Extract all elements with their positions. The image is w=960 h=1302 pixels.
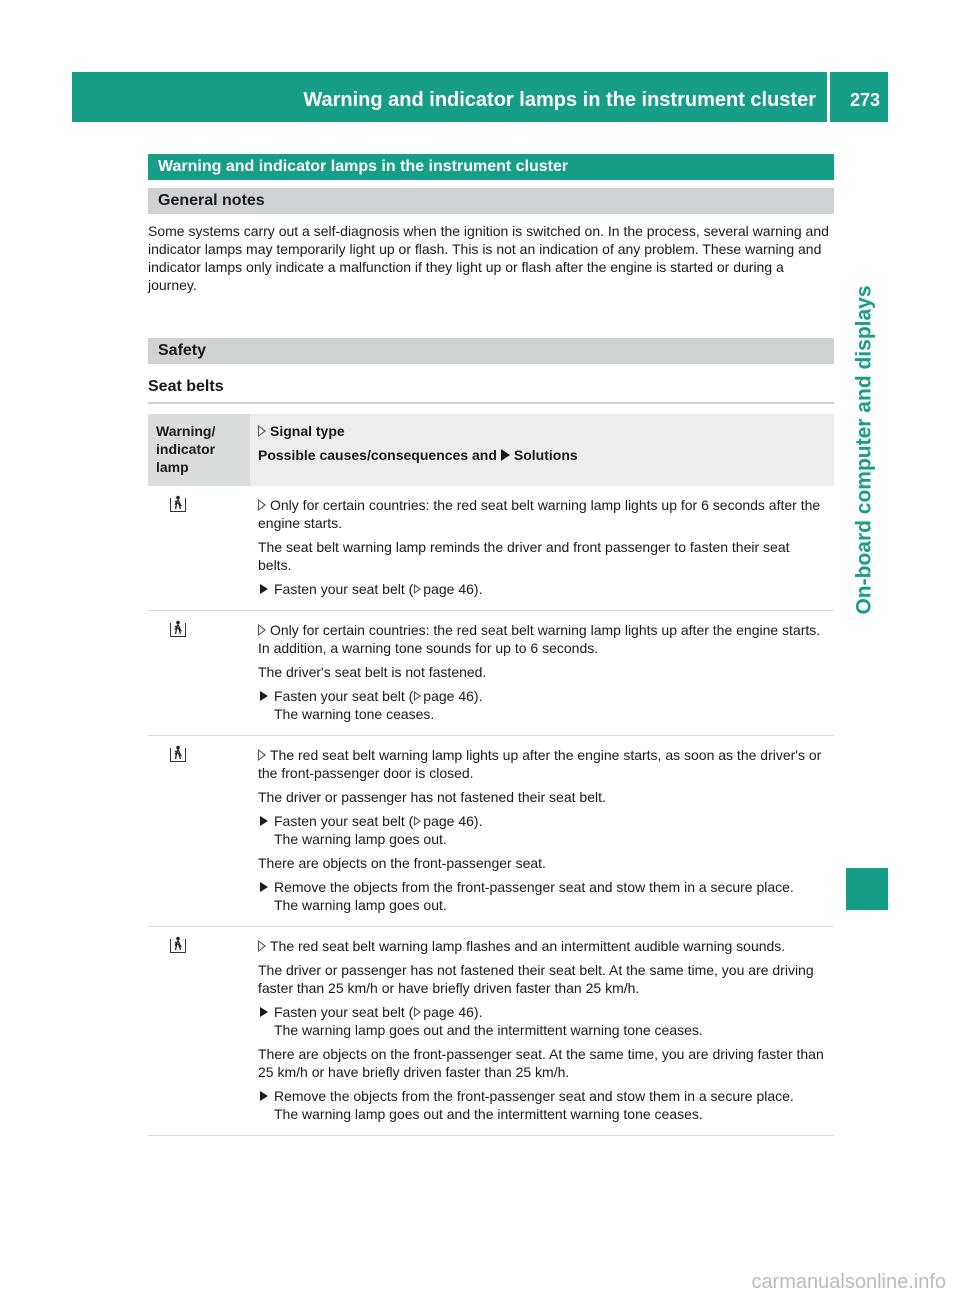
general-notes-text: Some systems carry out a self-diagnosis when the ignition is switched on. In the process, several warning and indicator lamps may temporarily light up or flash. This is not an indication of any problem. These warning and indicator lamps only indicate a malfunction if they light up or flash after the engine is started or during a journey. (148, 223, 829, 293)
signal-type-icon (258, 940, 266, 952)
side-tab (845, 220, 885, 680)
solution-arrow-icon (501, 449, 510, 461)
signal-text: The red seat belt warning lamp lights up after the engine starts, as soon as the driver's or the front-passenger door is closed. (258, 747, 822, 781)
action-text: Fasten your seat belt ( (274, 1004, 414, 1020)
signal-type-label: Signal type (270, 423, 345, 439)
page-ref-link[interactable]: page 46). (423, 688, 483, 704)
causes-label: Possible causes/consequences and (258, 447, 497, 463)
result-text: The warning tone ceases. (274, 706, 435, 722)
cause-text: The driver or passenger has not fastened their seat belt. (258, 789, 606, 805)
seat-belt-icon (170, 939, 186, 953)
table-row (148, 736, 834, 927)
action-item (258, 1003, 826, 1039)
result-text: The warning lamp goes out. (274, 831, 447, 847)
action-text: Fasten your seat belt ( (274, 813, 414, 829)
lamp-cell (148, 736, 250, 927)
page-ref-icon (414, 816, 421, 826)
result-text-2: The warning lamp goes out. (274, 897, 447, 913)
description-cell (250, 611, 834, 736)
table-header-row (148, 414, 834, 486)
description-cell (250, 927, 834, 1136)
cause-text-2: There are objects on the front-passenger seat. (258, 855, 546, 871)
signal-text: Only for certain countries: the red seat belt warning lamp lights up after the engine starts. In addition, a warning tone sounds for up to 6 seconds. (258, 622, 821, 656)
table-row (148, 486, 834, 611)
solutions-label: Solutions (513, 447, 578, 463)
column-header-signal (250, 414, 834, 486)
page-ref-icon (414, 1007, 421, 1017)
cause-text: The driver's seat belt is not fastened. (258, 664, 487, 680)
action-item-2 (258, 878, 826, 914)
lamp-cell (148, 486, 250, 611)
page-ref-icon (414, 584, 421, 594)
seat-belt-icon (170, 623, 186, 637)
signal-type-icon (258, 425, 266, 437)
action-text-2: Remove the objects from the front-passenger seat and stow them in a secure place. (274, 1088, 794, 1104)
cause-text-2: There are objects on the front-passenger seat. At the same time, you are driving faster than 25 km/h or have briefly driven faster than 25 km/h. (258, 1046, 824, 1080)
action-item (258, 580, 826, 598)
header-divider (827, 72, 830, 122)
column-header-lamp: Warning/ indicator lamp (148, 414, 250, 486)
main-content (148, 154, 834, 1136)
signal-type-icon (258, 749, 266, 761)
page-ref-link[interactable]: page 46). (423, 581, 483, 597)
header-title: Warning and indicator lamps in the instrument cluster (303, 89, 816, 111)
signal-text: Only for certain countries: the red seat belt warning lamp lights up for 6 seconds after the engine starts. (258, 497, 821, 531)
table-row (148, 927, 834, 1136)
warning-lamp-table (148, 414, 834, 1136)
seat-belt-icon (170, 748, 186, 762)
cause-text: The seat belt warning lamp reminds the driver and front passenger to fasten their seat belts. (258, 539, 790, 573)
seat-belt-icon (170, 498, 186, 512)
action-text-2: Remove the objects from the front-passenger seat and stow them in a secure place. (274, 879, 794, 895)
safety-heading: Safety (148, 338, 834, 364)
watermark: carmanualsonline.info (751, 1271, 946, 1293)
page-ref-link[interactable]: page 46). (423, 813, 483, 829)
signal-type-icon (258, 624, 266, 636)
section-title: Warning and indicator lamps in the instrument cluster (148, 154, 834, 180)
action-item-2 (258, 1087, 826, 1123)
description-cell (250, 736, 834, 927)
side-tab-label: On-board computer and displays (853, 285, 876, 615)
signal-text: The red seat belt warning lamp flashes and an intermittent audible warning sounds. (270, 938, 786, 954)
page-ref-icon (414, 691, 421, 701)
lamp-cell (148, 611, 250, 736)
action-text: Fasten your seat belt ( (274, 688, 414, 704)
table-row (148, 611, 834, 736)
lamp-cell (148, 927, 250, 1136)
action-item (258, 812, 826, 848)
description-cell (250, 486, 834, 611)
result-text: The warning lamp goes out and the intermittent warning tone ceases. (274, 1022, 703, 1038)
signal-type-icon (258, 499, 266, 511)
action-item (258, 687, 826, 723)
side-tab-marker (846, 868, 888, 910)
page-header (72, 72, 888, 122)
general-notes-heading: General notes (148, 188, 834, 214)
page-ref-link[interactable]: page 46). (423, 1004, 483, 1020)
action-text: Fasten your seat belt ( (274, 581, 414, 597)
seat-belts-heading: Seat belts (148, 378, 834, 404)
page-number: 273 (849, 90, 880, 110)
cause-text: The driver or passenger has not fastened their seat belt. At the same time, you are driving faster than 25 km/h or have briefly driven faster than 25 km/h. (258, 962, 814, 996)
result-text-2: The warning lamp goes out and the intermittent warning tone ceases. (274, 1106, 703, 1122)
